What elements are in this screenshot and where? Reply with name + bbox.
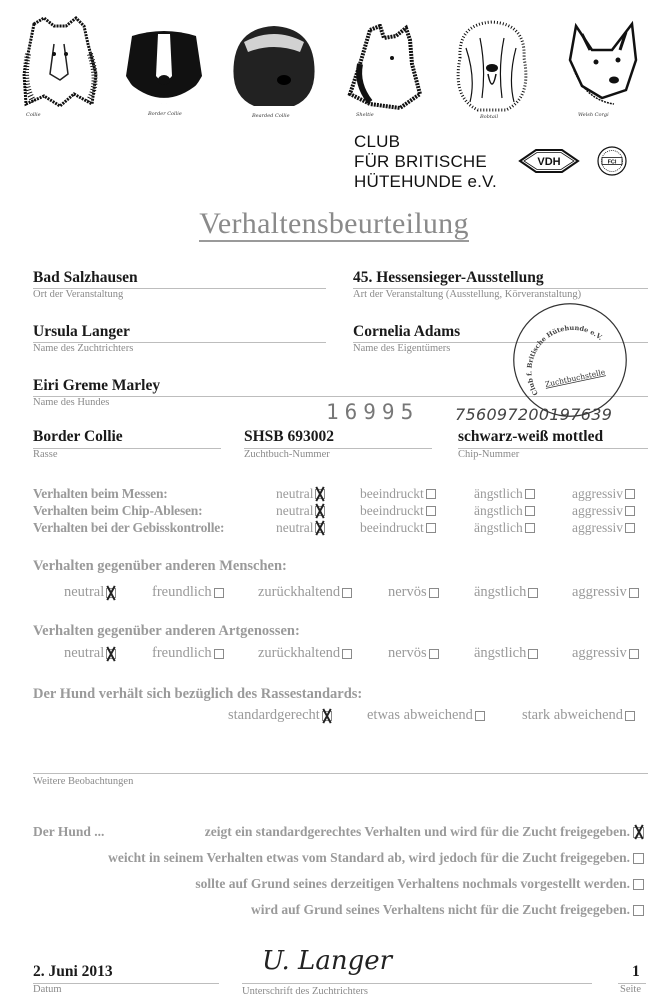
checked-checkbox[interactable] <box>315 489 325 499</box>
checkbox-option[interactable] <box>258 645 352 662</box>
option-label: stark abweichend <box>522 707 624 723</box>
checkbox[interactable] <box>625 489 635 499</box>
checkbox[interactable] <box>525 506 535 516</box>
conclusion-option-label: wird auf Grund seines Verhaltens nicht für die Zucht freigegeben. <box>250 902 630 917</box>
field-value: Ursula Langer <box>33 323 130 340</box>
club-name <box>354 132 497 192</box>
checked-checkbox[interactable] <box>106 649 116 659</box>
option-label: zurückhaltend <box>258 584 341 600</box>
drawing-caption: Bobtail <box>480 114 499 120</box>
checkbox[interactable] <box>426 523 436 533</box>
conclusion-option-label: weicht in seinem Verhalten etwas vom Standard ab, wird jedoch für die Zucht freigegeben. <box>108 850 630 865</box>
option-label: neutral <box>64 645 105 661</box>
judge-signature: U. Langer <box>262 946 393 976</box>
border-collie-drawing <box>118 26 210 106</box>
checkbox-option[interactable] <box>474 520 535 536</box>
page-label: Seite <box>620 984 641 995</box>
field-label: Chip-Nummer <box>458 449 520 460</box>
checked-checkbox[interactable] <box>633 827 644 838</box>
field-label: Art der Veranstaltung (Ausstellung, Körveranstaltung) <box>353 289 582 300</box>
checkbox-option[interactable] <box>258 584 352 601</box>
stamp-center-text: Zuchtbuchstelle <box>544 367 607 389</box>
checkbox-option[interactable] <box>388 645 439 662</box>
stamp-ring-text <box>525 323 607 397</box>
checkbox-option[interactable] <box>360 503 436 519</box>
conclusion-intro: Der Hund ... <box>33 824 105 839</box>
checkbox[interactable] <box>426 506 436 516</box>
checkbox[interactable] <box>528 588 538 598</box>
checked-checkbox[interactable] <box>315 506 325 516</box>
option-label: standardgerecht <box>228 707 320 723</box>
vdh-logo <box>518 148 580 174</box>
date-value: 2. Juni 2013 <box>33 963 113 980</box>
checkbox-option[interactable] <box>572 503 635 519</box>
checkbox-option[interactable] <box>152 645 224 662</box>
welsh-corgi-drawing <box>562 20 644 110</box>
checkbox[interactable] <box>525 489 535 499</box>
checkbox[interactable] <box>342 588 352 598</box>
conclusion-option[interactable] <box>195 876 644 892</box>
conclusion-option[interactable] <box>205 824 644 840</box>
field-label: Name des Hundes <box>33 397 110 408</box>
conclusion-option[interactable] <box>251 902 644 918</box>
checkbox-option[interactable] <box>474 486 535 502</box>
checkbox-option[interactable] <box>388 584 439 601</box>
club-stamp <box>510 300 630 420</box>
checkbox-option[interactable] <box>367 707 485 724</box>
option-label: beeindruckt <box>360 503 424 518</box>
sheltie-drawing <box>340 24 430 110</box>
checkbox[interactable] <box>528 649 538 659</box>
option-label: freundlich <box>152 645 212 661</box>
field-label: Rasse <box>33 449 58 460</box>
checkbox-option[interactable] <box>228 707 332 724</box>
club-line: FÜR BRITISCHE <box>354 152 487 171</box>
option-label: etwas abweichend <box>367 707 473 723</box>
drawing-caption: Bearded Collie <box>252 113 290 119</box>
rassestandard-label: Der Hund verhält sich bezüglich des Rassestandards: <box>33 686 363 702</box>
checkbox[interactable] <box>214 649 224 659</box>
option-label: aggressiv <box>572 584 627 600</box>
checkbox[interactable] <box>429 588 439 598</box>
drawing-caption: Collie <box>26 112 41 118</box>
option-label: neutral <box>276 520 314 535</box>
option-label: nervös <box>388 645 427 661</box>
checkbox[interactable] <box>214 588 224 598</box>
stamped-number: 16995 <box>326 400 420 424</box>
option-label: neutral <box>276 503 314 518</box>
checked-checkbox[interactable] <box>322 711 332 721</box>
checkbox-option[interactable] <box>572 486 635 502</box>
field-value: Eiri Greme Marley <box>33 377 161 394</box>
page-title <box>0 207 668 241</box>
field-label: Name des Eigentümers <box>353 343 451 354</box>
date-label: Datum <box>33 984 62 995</box>
checkbox[interactable] <box>629 649 639 659</box>
checkbox[interactable] <box>429 649 439 659</box>
conclusion-option-label: zeigt ein standardgerechtes Verhalten und wird für die Zucht freigegeben. <box>204 824 630 839</box>
checkbox-option[interactable] <box>572 645 639 662</box>
checkbox[interactable] <box>633 905 644 916</box>
fci-logo <box>597 146 627 176</box>
page-number: 1 <box>632 963 640 980</box>
checkbox-option[interactable] <box>360 486 436 502</box>
checkbox[interactable] <box>625 506 635 516</box>
checkbox-option[interactable] <box>276 503 325 519</box>
drawing-caption: Sheltie <box>356 112 374 118</box>
field-value: 45. Hessensieger-Ausstellung <box>353 269 544 286</box>
bearded-collie-drawing <box>224 22 324 108</box>
option-label: zurückhaltend <box>258 645 341 661</box>
field-value: Border Collie <box>33 428 123 445</box>
handwritten-chip-number: 756097200197639 <box>455 405 613 424</box>
behaviour-row-label: Verhalten beim Chip-Ablesen: <box>33 503 203 518</box>
field-label: Weitere Beobachtungen <box>33 776 134 787</box>
option-label: neutral <box>276 486 314 501</box>
checkbox[interactable] <box>426 489 436 499</box>
artgenossen-label: Verhalten gegenüber anderen Artgenossen: <box>33 623 300 639</box>
field-label: Name des Zuchtrichters <box>33 343 134 354</box>
club-line: HÜTEHUNDE e.V. <box>354 172 497 191</box>
option-label: aggressiv <box>572 520 623 535</box>
checkbox[interactable] <box>633 853 644 864</box>
checkbox-option[interactable] <box>152 584 224 601</box>
field-value: Cornelia Adams <box>353 323 461 340</box>
club-line: CLUB <box>354 132 401 151</box>
option-label: ängstlich <box>474 584 527 600</box>
checkbox[interactable] <box>475 711 485 721</box>
checkbox-option[interactable] <box>276 520 325 536</box>
checkbox-option[interactable] <box>276 486 325 502</box>
checkbox-option[interactable] <box>474 645 538 662</box>
option-label: ängstlich <box>474 645 527 661</box>
checkbox[interactable] <box>342 649 352 659</box>
checkbox-option[interactable] <box>572 584 639 601</box>
checked-checkbox[interactable] <box>315 523 325 533</box>
drawing-caption: Welsh Corgi <box>578 112 609 118</box>
checkbox-option[interactable] <box>360 520 436 536</box>
behaviour-row-label: Verhalten bei der Gebisskontrolle: <box>33 520 225 535</box>
page-title-text: Verhaltensbeurteilung <box>199 207 469 240</box>
behaviour-row-label: Verhalten beim Messen: <box>33 486 168 501</box>
checkbox-option[interactable] <box>64 584 116 601</box>
checkbox[interactable] <box>625 711 635 721</box>
option-label: freundlich <box>152 584 212 600</box>
option-label: aggressiv <box>572 503 623 518</box>
checkbox-option[interactable] <box>474 584 538 601</box>
checked-checkbox[interactable] <box>106 588 116 598</box>
field-label: Zuchtbuch-Nummer <box>244 449 330 460</box>
field-value: Bad Salzhausen <box>33 269 138 286</box>
conclusion-option-label: sollte auf Grund seines derzeitigen Verhaltens nochmals vorgestellt werden. <box>195 876 630 891</box>
field-value: schwarz-weiß mottled <box>458 428 604 445</box>
fci-logo-text: FCI <box>607 159 617 166</box>
checkbox-option[interactable] <box>572 520 635 536</box>
option-label: nervös <box>388 584 427 600</box>
field-label: Ort der Veranstaltung <box>33 289 124 300</box>
bobtail-drawing <box>446 18 538 114</box>
option-label: beeindruckt <box>360 520 424 535</box>
option-label: aggressiv <box>572 645 627 661</box>
drawing-caption: Border Collie <box>148 111 182 117</box>
option-label: beeindruckt <box>360 486 424 501</box>
menschen-label: Verhalten gegenüber anderen Menschen: <box>33 558 287 574</box>
signature-label: Unterschrift des Zuchtrichters <box>242 986 368 997</box>
rough-collie-drawing <box>14 14 106 110</box>
conclusion-option[interactable] <box>108 850 644 866</box>
checkbox[interactable] <box>525 523 535 533</box>
option-label: ängstlich <box>474 520 523 535</box>
checkbox-option[interactable] <box>64 645 116 662</box>
option-label: ängstlich <box>474 503 523 518</box>
option-label: neutral <box>64 584 105 600</box>
checkbox-option[interactable] <box>522 707 635 724</box>
stamp-ring-textpath: Club f. Britische Hütehunde e.V. <box>525 323 605 397</box>
checkbox[interactable] <box>633 879 644 890</box>
field-value: SHSB 693002 <box>244 428 335 445</box>
option-label: aggressiv <box>572 486 623 501</box>
checkbox[interactable] <box>629 588 639 598</box>
checkbox[interactable] <box>625 523 635 533</box>
checkbox-option[interactable] <box>474 503 535 519</box>
option-label: ängstlich <box>474 486 523 501</box>
vdh-logo-text: VDH <box>537 156 561 168</box>
